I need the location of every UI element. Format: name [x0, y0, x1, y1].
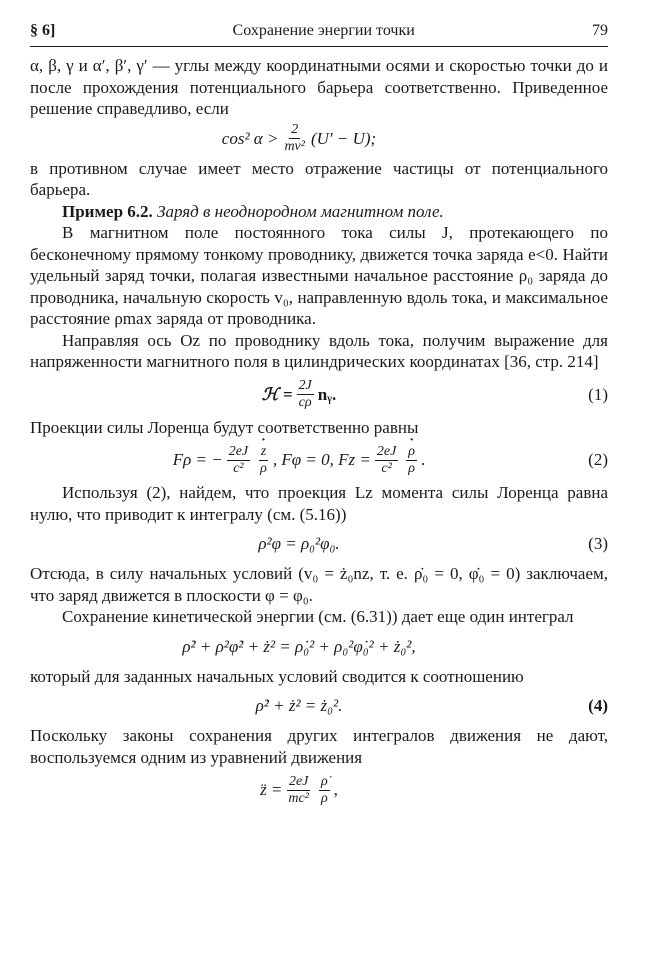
f2-b: , Fφ = 0, Fz =	[272, 450, 371, 469]
f2-d3: c²	[381, 460, 392, 476]
f5-text: ρ̇² + ż² = ż₀².	[255, 696, 343, 715]
section-number: § 6]	[30, 22, 56, 39]
paragraph-3: В магнитном поле постоянного тока силы J, протекающего по бесконечному прямому тонкому проводнику, движется точка заряда e<0. Найти удельный заряд точки, полагая известными начальное расстояние ρ₀ заряда до проводника, начальную скорость v₀, направленную вдоль тока, и максимальное расстояние ρmax заряда от проводника.	[30, 223, 608, 328]
f1-den: cρ	[298, 395, 312, 410]
f0-num: 2	[291, 122, 299, 137]
f6-frac-2	[319, 774, 330, 807]
f2-d4: ρ	[408, 460, 416, 476]
equation-number-4: (4)	[588, 696, 608, 715]
f6-frac-1	[286, 774, 311, 807]
f6-end: ,	[333, 780, 338, 799]
f1-num: 2J	[298, 378, 312, 393]
paragraph-6: Используя (2), найдем, что проекция Lz момента силы Лоренца равна нулю, что приводит к интегралу (см. (5.16))	[30, 483, 608, 524]
equation-number-3: (3)	[588, 534, 608, 553]
paragraph-10: Поскольку законы сохранения других интегралов движения не дают, воспользуемся одним из уравнений движения	[30, 726, 608, 767]
equation-3	[30, 527, 608, 561]
f0-rhs: (U′ − U);	[310, 128, 377, 148]
f1-lhs: ℋ =	[261, 384, 293, 404]
equation-1	[30, 375, 608, 415]
paragraph-2: в противном случае имеет место отражение частицы от потенциального барьера.	[30, 158, 608, 199]
f2-a: Fρ = −	[172, 450, 223, 469]
f6-d2: ρ	[320, 790, 328, 806]
f6-d1: mc²	[288, 790, 309, 806]
paragraph-9: который для заданных начальных условий сводится к соотношению	[30, 666, 524, 686]
f6-lhs: z̈ =	[260, 780, 283, 799]
f2-n3: 2eJ	[376, 443, 397, 459]
f2-n2: · z	[261, 444, 266, 460]
f6-n2: ρ̇	[320, 773, 328, 789]
f2-end: .	[421, 450, 426, 469]
equation-2	[30, 440, 608, 480]
f2-n4: · ρ	[408, 444, 415, 460]
f2-frac-2	[258, 444, 269, 477]
f4-text: ρ̇² + ρ²φ̇² + ż² = ρ̇₀² + ρ₀²φ̇₀² + ż₀²,	[182, 636, 416, 656]
running-title: Сохранение энергии точки	[232, 22, 415, 39]
paragraph-1: α, β, γ и α′, β′, γ′ — углы между координатными осями и скоростью точки до и после прохождения потенциального барьера соответственно. Приведенное решение справедливо, если	[30, 56, 608, 118]
f2-frac-1	[227, 444, 250, 477]
f6-n1: 2eJ	[288, 773, 309, 789]
f0-lhs: cos² α >	[221, 128, 279, 148]
f2-frac-3	[375, 444, 398, 477]
page-number: 79	[592, 22, 608, 39]
f0-den: mv²	[284, 139, 305, 154]
paragraph-7: Отсюда, в силу начальных условий (v₀ = ż₀nz, т. е. ρ̇₀ = 0, φ̇₀ = 0) заключаем, что заряд движется в плоскости φ = φ₀.	[30, 564, 608, 605]
equation-4	[30, 689, 608, 723]
f2-frac-4	[406, 444, 417, 477]
book-page	[30, 22, 608, 812]
example-heading	[30, 201, 608, 223]
example-title: Заряд в неоднородном магнитном поле.	[157, 201, 444, 221]
equation-number-1: (1)	[588, 384, 608, 404]
paragraph-5: Проекции силы Лоренца будут соответственно равны	[30, 417, 419, 437]
paragraph-4: Направляя ось Oz по проводнику вдоль тока, получим выражение для напряженности магнитного поля в цилиндрических координатах [36, стр. 214]	[30, 330, 608, 371]
f0-fraction	[282, 122, 307, 155]
f3-text: ρ²φ = ρ₀²φ₀.	[258, 534, 340, 553]
energy-integral	[30, 630, 608, 664]
equation-number-2: (2)	[588, 450, 608, 469]
inequality-formula	[30, 122, 608, 156]
f2-d1: c²	[233, 460, 244, 476]
example-label: Пример 6.2.	[62, 201, 153, 221]
running-header	[30, 22, 608, 47]
f1-fraction	[297, 378, 314, 411]
paragraph-8: Сохранение кинетической энергии (см. (6.31)) дает еще один интеграл	[62, 607, 574, 626]
motion-equation	[30, 770, 608, 810]
f1-rhs: nᵧ.	[317, 384, 337, 404]
f2-d2: ρ	[260, 460, 267, 476]
f2-n1: 2eJ	[228, 443, 249, 459]
